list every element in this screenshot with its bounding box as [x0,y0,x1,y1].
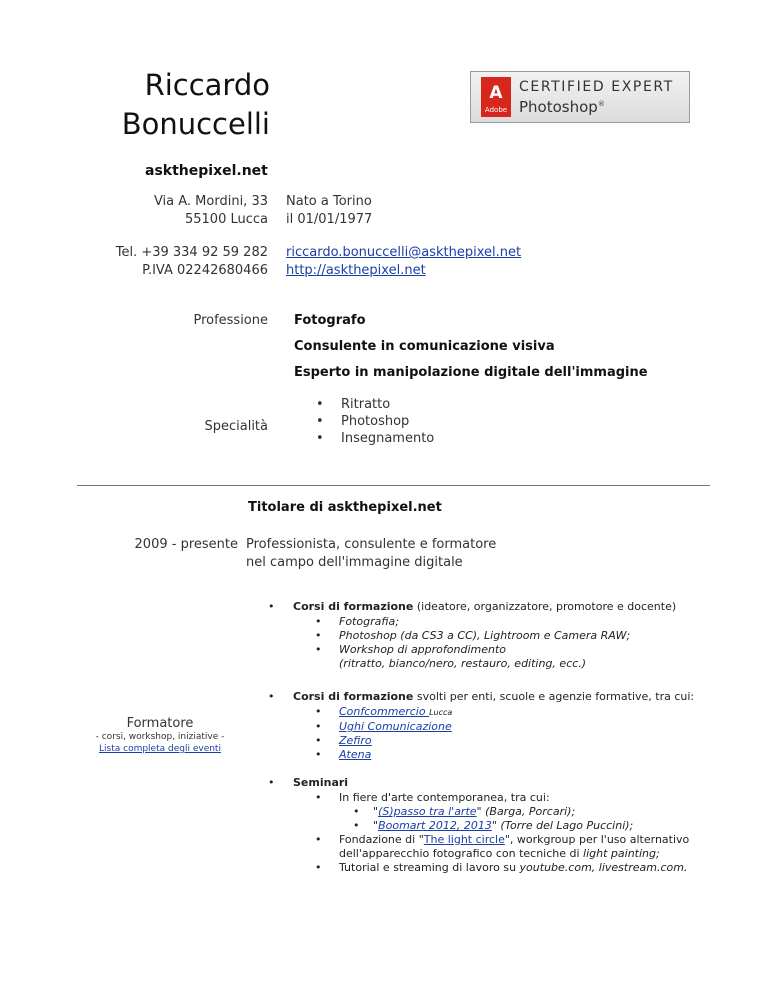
confcommercio-link[interactable]: Confcommercio [339,705,430,718]
bullet-icon: • [268,690,275,703]
experience-period: 2009 - presente [134,537,238,552]
name-last: Bonuccelli [121,107,270,141]
section-divider [77,485,710,486]
spasso-link[interactable]: (S)passo tra l'arte [378,805,477,818]
seminars-head: Seminari [293,776,349,789]
events-list-link[interactable]: Lista completa degli eventi [99,744,221,754]
birth-info: Nato a Torino il 01/01/1977 [286,194,373,227]
zefiro-link[interactable]: Zefiro [339,734,372,747]
profession-item: Fotografo [294,313,366,328]
bullet-icon: • [268,600,275,613]
website-link[interactable]: http://askthepixel.net [286,263,426,278]
profession-label: Professione [193,313,268,328]
seminars-list: • In fiere d'arte contemporanea, tra cui: • "(S)passo tra l'arte" (Barga, Porcari); • "Boomart 2012, 2013" (Torre del Lago Puccini); • Fondazione di "The light circle", workgroup per l'uso alternativo dell'apparecchio fotografico con tecniche di light painting; • Tutorial e streaming di lavoro su youtube.com, livestream.com. [315,791,690,874]
experience-title: Titolare di askthepixel.net [248,500,442,515]
name-first: Riccardo [144,68,270,102]
vat-number: P.IVA 02242680466 [142,263,268,278]
courses-1: Corsi di formazione (ideatore, organizzatore, promotore e docente) [293,600,677,613]
bullet-icon: • [268,776,275,789]
courses-2-list: • Confcommercio Lucca • Ughi Comunicazione • Zefiro • Atena [315,705,453,761]
website-heading: askthepixel.net [145,163,268,179]
trainer-sub: - corsi, workshop, iniziative - [95,732,225,742]
phone: Tel. +39 334 92 59 282 [115,245,268,260]
page-title [100,66,270,144]
list-item: • Photoshop [316,413,434,430]
courses-2: Corsi di formazione svolti per enti, scuole e agenzie formative, tra cui: [293,690,695,703]
boomart-link[interactable]: Boomart 2012, 2013 [378,819,492,832]
adobe-logo-icon: A Adobe [481,77,511,117]
list-item: • Insegnamento [316,430,434,447]
adobe-certified-badge [470,71,690,123]
trainer-label: Formatore [126,716,194,731]
light-circle-link[interactable]: The light circle [423,833,505,846]
specialties-label: Specialità [204,419,268,434]
profession-item: Esperto in manipolazione digitale dell'immagine [294,365,648,380]
badge-line2: Photoshop® [519,98,605,116]
web-contacts [286,244,521,280]
profession-item: Consulente in comunicazione visiva [294,339,555,354]
phone-vat [60,244,268,280]
ughi-link[interactable]: Ughi Comunicazione [339,720,452,733]
email-link[interactable]: riccardo.bonuccelli@askthepixel.net [286,245,522,260]
specialties-list [316,396,434,447]
atena-link[interactable]: Atena [339,748,372,761]
trainer-block [70,716,250,755]
courses-1-list: • Fotografia; • Photoshop (da CS3 a CC), Lightroom e Camera RAW; • Workshop di approfondimento (ritratto, bianco/nero, restauro, editing, ecc.) [315,615,631,670]
list-item: • Ritratto [316,396,434,413]
badge-line1: CERTIFIED EXPERT [519,79,674,95]
experience-description: Professionista, consulente e formatore nel campo dell'immagine digitale [246,537,497,570]
address: Via A. Mordini, 33 55100 Lucca [153,194,268,227]
